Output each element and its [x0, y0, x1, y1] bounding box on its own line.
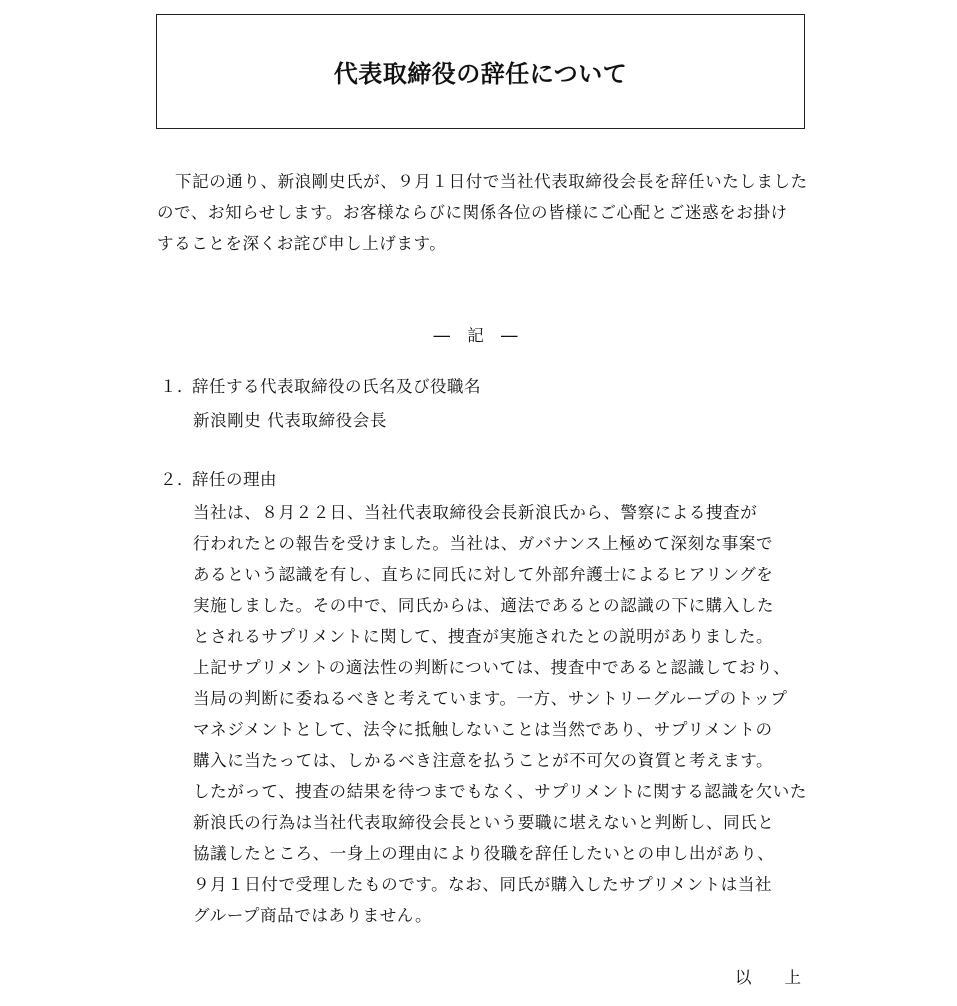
reason-line: 実施しました。その中で、同氏からは、適法であるとの認識の下に購入した [193, 596, 775, 615]
title-box [156, 14, 805, 129]
document-title: 代表取締役の辞任について [333, 60, 628, 88]
reason-line: 行われたとの報告を受けました。当社は、ガバナンス上極めて深刻な事案で [193, 534, 774, 553]
reason-line: マネジメントとして、法令に抵触しないことは当然であり、サプリメントの [193, 720, 773, 739]
item1-heading [160, 373, 481, 401]
reason-line: 当局の判断に委ねるべきと考えています。一方、サントリーグループのトップ [193, 689, 788, 708]
reason-paragraph [193, 497, 808, 931]
reason-line: 新浪氏の行為は当社代表取締役会長という要職に堪えないと判断し、同氏と [193, 813, 775, 832]
reason-line: あるという認識を有し、直ちに同氏に対して外部弁護士によるヒアリングを [193, 565, 774, 584]
reason-line: 購入に当たっては、しかるべき注意を払うことが不可欠の資質と考えます。 [193, 751, 774, 770]
reason-line: とされるサプリメントに関して、捜査が実施されたとの説明がありました。 [193, 627, 774, 646]
item1-number: １． [160, 377, 194, 396]
item2-number: ２． [160, 470, 194, 489]
item1-heading-text: 辞任する代表取締役の氏名及び役職名 [192, 377, 481, 396]
reason-line: 上記サプリメントの適法性の判断については、捜査中であると認識しており、 [193, 658, 791, 677]
reason-line: したがって、捜査の結果を待つまでもなく、サプリメントに関する認識を欠いた [193, 782, 807, 801]
intro-line: することを深くお詫び申し上げます。 [157, 234, 447, 253]
intro-paragraph [157, 166, 807, 259]
intro-line: 下記の通り、新浪剛史氏が、９月１日付で当社代表取締役会長を辞任いたしました [175, 172, 808, 191]
closing-mark: 以 上 [735, 968, 801, 987]
intro-line: ので、お知らせします。お客様ならびに関係各位の皆様にご心配とご迷惑をお掛け [157, 203, 788, 222]
record-mark: ― 記 ― [433, 326, 524, 345]
reason-line: グループ商品ではありません。 [193, 906, 433, 925]
reason-line: 当社は、８月２２日、当社代表取締役会長新浪氏から、警察による捜査が [193, 503, 758, 522]
reason-line: ９月１日付で受理したものです。なお、同氏が購入したサプリメントは当社 [193, 875, 773, 894]
item2-heading [160, 466, 277, 494]
item2-heading-text: 辞任の理由 [192, 470, 277, 489]
reason-line: 協議したところ、一身上の理由により役職を辞任したいとの申し出があり、 [193, 844, 775, 863]
item1-body: 新浪剛史 代表取締役会長 [193, 411, 387, 430]
